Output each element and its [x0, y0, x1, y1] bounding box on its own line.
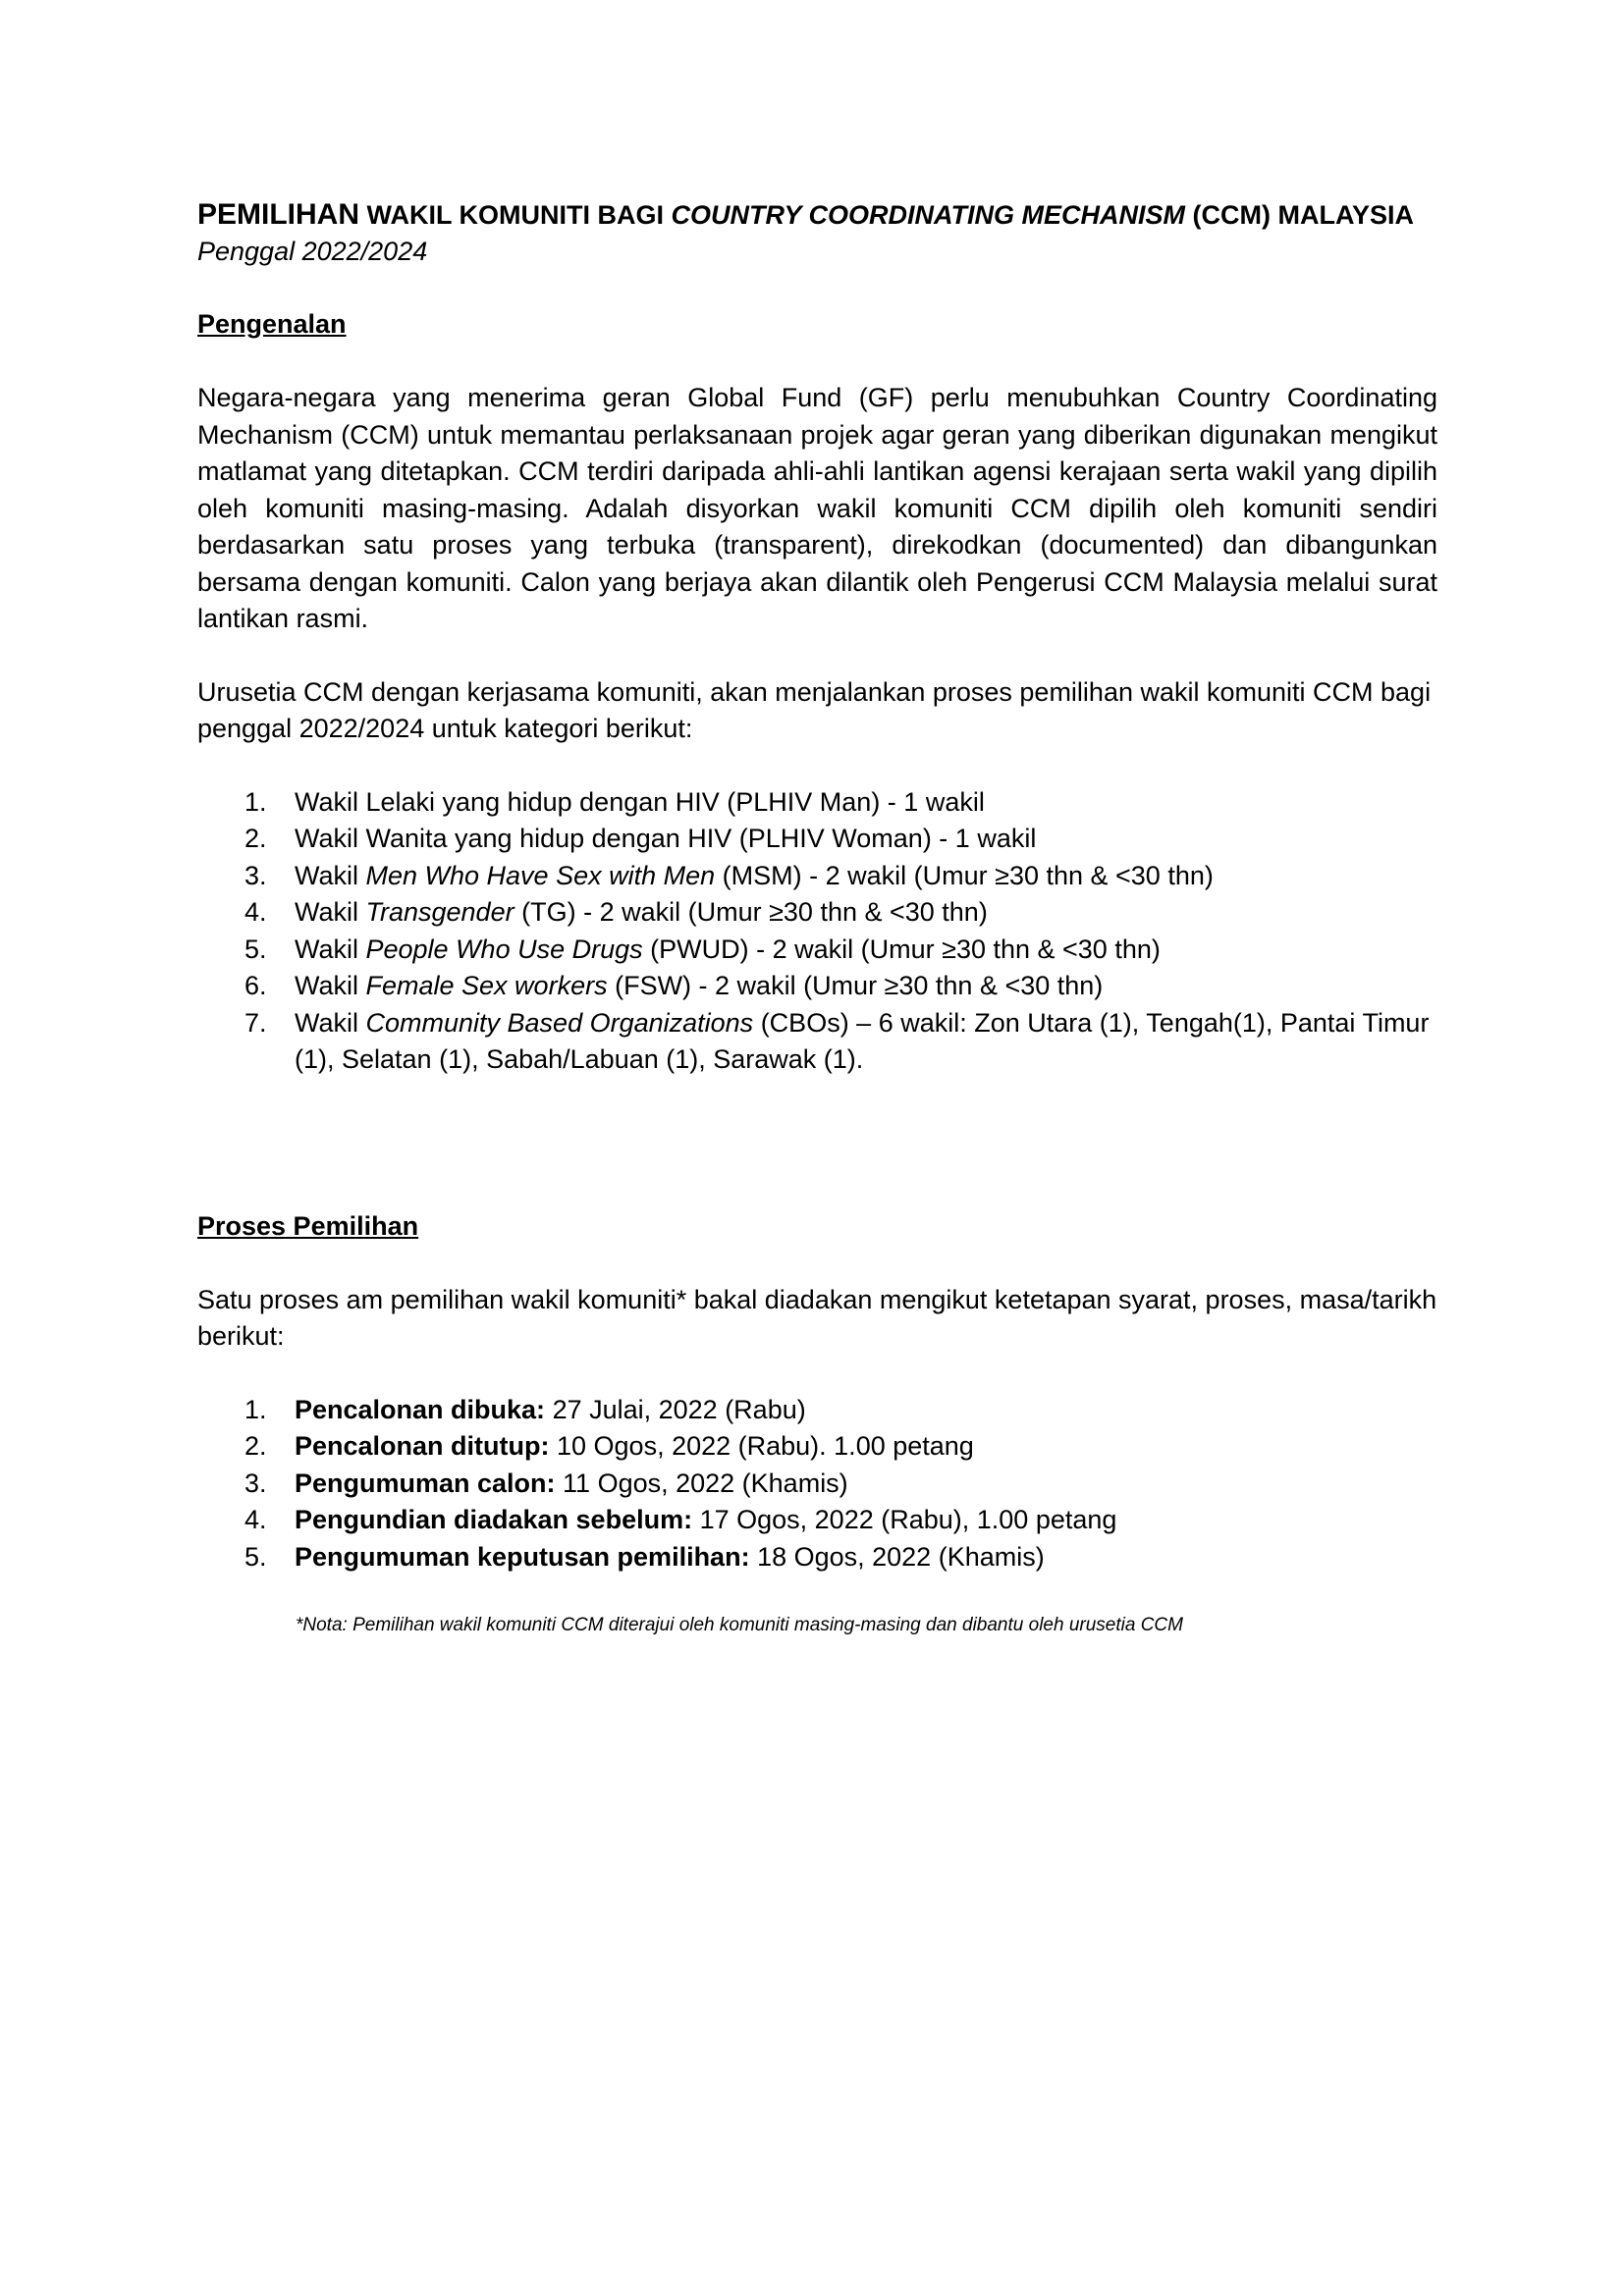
category-text: Wakil Wanita yang hidup dengan HIV (PLHIV Woman) - 1 wakil	[295, 824, 1037, 853]
list-item-number: 7.	[244, 1007, 267, 1038]
category-term: Community Based Organizations	[365, 1007, 754, 1038]
category-text: Wakil	[295, 1007, 366, 1038]
category-text: Wakil Lelaki yang hidup dengan HIV (PLHIV Man) - 1 wakil	[295, 786, 985, 817]
step-value: 27 Julai, 2022 (Rabu)	[545, 1394, 806, 1424]
intro-paragraph-1: Negara-negara yang menerima geran Global Fund (GF) perlu menubuhkan Country Coordinating Mechanism (CCM) untuk memantau perlaksanaan projek agar geran yang diberikan digunakan mengikut matlamat yang ditetapkan. CCM terdiri daripada ahli-ahli lantikan agensi kerajaan serta wakil yang dipilih oleh komuniti masing-masing. Adalah disyorkan wakil komuniti CCM dipilih oleh komuniti sendiri berdasarkan satu proses yang terbuka (transparent), direkodkan (documented) dan dibangunkan bersama dengan komuniti. Calon yang berjaya akan dilantik oleh Pengerusi CCM Malaysia melalui surat lantikan rasmi.	[197, 383, 1437, 633]
step-value: 17 Ogos, 2022 (Rabu), 1.00 petang	[692, 1505, 1117, 1534]
step-label: Pencalonan ditutup:	[295, 1431, 550, 1461]
category-term: Men Who Have Sex with Men	[365, 860, 716, 890]
step-value: 10 Ogos, 2022 (Rabu). 1.00 petang	[549, 1431, 974, 1461]
category-text: Wakil	[295, 934, 366, 964]
step-value: 11 Ogos, 2022 (Khamis)	[555, 1468, 848, 1498]
list-item	[197, 894, 1437, 932]
step-label: Pencalonan dibuka:	[295, 1394, 546, 1424]
category-detail: (PWUD) - 2 wakil (Umur ≥30 thn & <30 thn)	[642, 934, 1161, 964]
document-title	[197, 196, 1437, 234]
list-item	[197, 784, 1437, 822]
list-item-number: 2.	[244, 824, 267, 853]
step-label: Pengumuman keputusan pemilihan:	[295, 1541, 750, 1572]
intro-heading: Pengenalan	[197, 309, 347, 339]
footnote: *Nota: Pemilihan wakil komuniti CCM diterajui oleh komuniti masing-masing dan dibantu oleh urusetia CCM	[296, 1615, 1183, 1635]
list-item-number: 1.	[244, 1394, 267, 1424]
list-item	[197, 858, 1437, 895]
step-label: Pengumuman calon:	[295, 1468, 556, 1498]
category-text: Wakil	[295, 860, 366, 890]
list-item-number: 6.	[244, 971, 267, 1000]
category-term: Transgender	[365, 897, 514, 927]
list-item-number: 3.	[244, 860, 267, 890]
document-content	[197, 196, 1437, 1638]
list-item-number: 4.	[244, 897, 267, 927]
document-term: Penggal 2022/2024	[197, 237, 428, 266]
list-item	[197, 932, 1437, 969]
category-term: People Who Use Drugs	[365, 934, 643, 964]
list-item-number: 5.	[244, 934, 267, 964]
list-item-number: 4.	[244, 1505, 267, 1534]
title-part-3: COUNTRY COORDINATING MECHANISM	[671, 200, 1186, 230]
process-steps-list	[197, 1392, 1437, 1576]
list-item-number: 1.	[244, 786, 267, 817]
title-part-2: WAKIL KOMUNITI BAGI	[366, 200, 664, 230]
category-term: Female Sex workers	[365, 971, 608, 1000]
process-paragraph: Satu proses am pemilihan wakil komuniti* bakal diadakan mengikut ketetapan syarat, proses, masa/tarikh berikut:	[197, 1284, 1437, 1351]
list-item-number: 5.	[244, 1541, 267, 1572]
list-item	[197, 1466, 1437, 1503]
list-item	[197, 968, 1437, 1005]
list-item	[197, 1502, 1437, 1539]
list-item-number: 3.	[244, 1468, 267, 1498]
category-text: Wakil	[295, 897, 366, 927]
list-item	[197, 1428, 1437, 1466]
step-label: Pengundian diadakan sebelum:	[295, 1505, 693, 1534]
process-heading: Proses Pemilihan	[197, 1210, 419, 1241]
list-item	[197, 1392, 1437, 1429]
category-detail: (CBOs) – 6 wakil: Zon Utara (1), Tengah(1), Pantai Timur (1), Selatan (1), Sabah/Labuan (1), Sarawak (1).	[295, 1007, 1430, 1074]
title-part-1: PEMILIHAN	[197, 198, 359, 231]
list-item	[197, 821, 1437, 858]
title-part-4: (CCM) MALAYSIA	[1192, 200, 1415, 230]
step-value: 18 Ogos, 2022 (Khamis)	[749, 1541, 1045, 1572]
category-detail: (TG) - 2 wakil (Umur ≥30 thn & <30 thn)	[514, 897, 988, 927]
intro-paragraph-2: Urusetia CCM dengan kerjasama komuniti, akan menjalankan proses pemilihan wakil komuniti CCM bagi penggal 2022/2024 untuk kategori berikut:	[197, 676, 1432, 743]
category-detail: (MSM) - 2 wakil (Umur ≥30 thn & <30 thn)	[715, 860, 1214, 890]
list-item	[197, 1005, 1437, 1079]
category-list	[197, 784, 1437, 1079]
category-detail: (FSW) - 2 wakil (Umur ≥30 thn & <30 thn)	[607, 971, 1104, 1000]
category-text: Wakil	[295, 971, 366, 1000]
list-item	[197, 1539, 1437, 1576]
list-item-number: 2.	[244, 1431, 267, 1461]
